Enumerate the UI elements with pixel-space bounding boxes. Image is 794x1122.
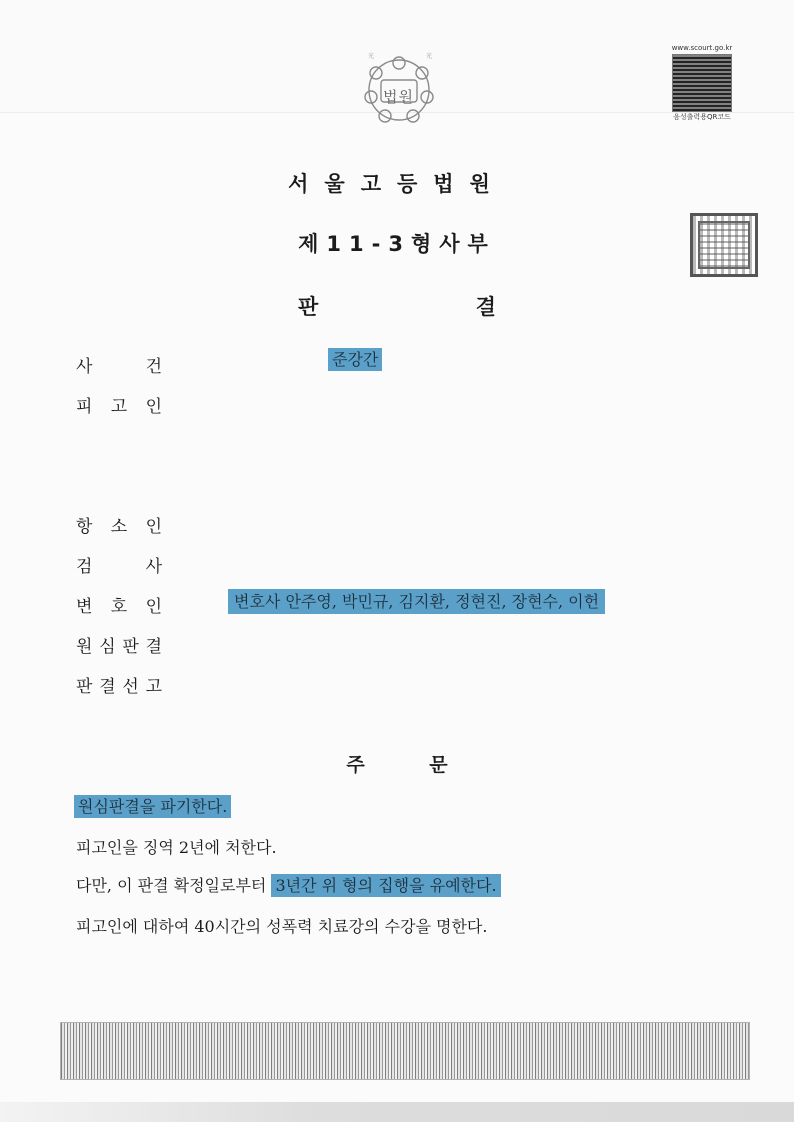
field-label-prosecutor: 검 사 <box>76 557 162 577</box>
court-seal-icon <box>690 213 758 277</box>
field-label-defendant: 피 고 인 <box>76 397 162 417</box>
field-label-appellant: 항 소 인 <box>76 517 162 537</box>
qr-caption: 음성출력용QR코드 <box>673 113 731 121</box>
field-label-original-judgment: 원 심 판 결 <box>76 637 162 657</box>
field-value-case: 준강간 <box>328 347 382 370</box>
court-name: 서울고등법원 <box>288 172 506 196</box>
order-line-1: 원심판결을 파기한다. <box>74 794 231 817</box>
field-value-counsel: 변호사 안주영, 박민규, 김지환, 정현진, 장현수, 이헌 <box>228 589 605 612</box>
division-name: 제11-3형사부 <box>298 232 496 256</box>
field-label-counsel: 변 호 인 <box>76 597 162 617</box>
order-title: 주 문 <box>346 754 448 776</box>
svg-text:光: 光 <box>426 53 433 60</box>
order-line-4: 피고인에 대하여 40시간의 성폭력 치료강의 수강을 명한다. <box>76 917 488 936</box>
emblem-label: 법원 <box>383 88 414 106</box>
footer-band <box>0 1102 794 1122</box>
order-line-2: 피고인을 징역 2년에 처한다. <box>76 838 277 857</box>
document-type: 판 결 <box>298 295 496 319</box>
field-label-sentencing: 판 결 선 고 <box>76 677 162 697</box>
qr-url: www.scourt.go.kr <box>671 44 733 52</box>
svg-text:光: 光 <box>368 53 375 60</box>
order-line-3: 다만, 이 판결 확정일로부터 3년간 위 형의 집행을 유예한다. <box>76 873 501 896</box>
qr-code-icon <box>672 54 732 112</box>
document-barcode <box>60 1022 750 1080</box>
field-label-case: 사 건 <box>76 357 162 377</box>
